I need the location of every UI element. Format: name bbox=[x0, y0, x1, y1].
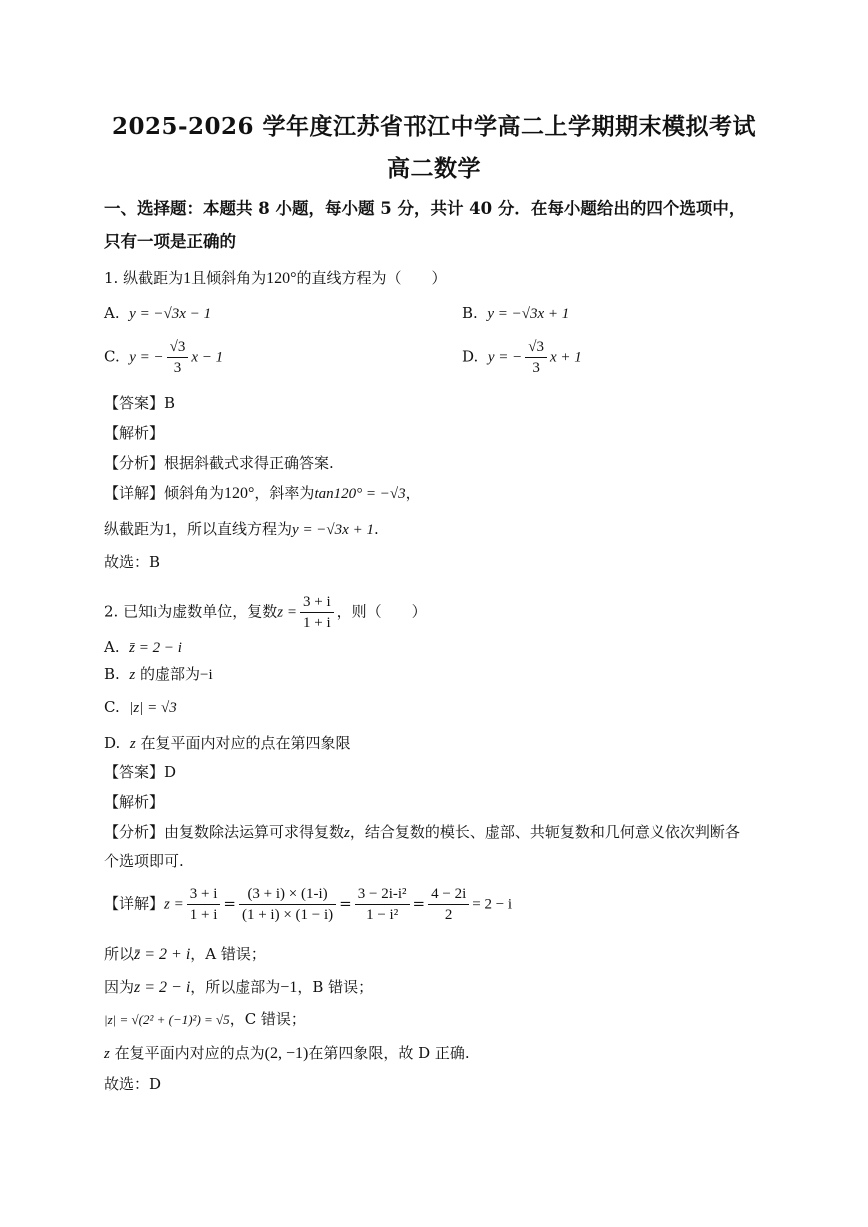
q2-stem-denominator: 1 + i bbox=[303, 615, 331, 631]
q2-line-quadrant-point: (2, −1) bbox=[264, 1045, 309, 1062]
q2-line-conj-math: z̄ = 2 + i bbox=[134, 946, 191, 963]
q1-stem bbox=[104, 268, 447, 289]
q2-option-d-z: z bbox=[129, 736, 136, 752]
q2-detail-frac-4-num: 4 − 2i bbox=[428, 884, 469, 905]
q1-stem-text-c: 的直线方程为（ ） bbox=[296, 269, 447, 287]
q1-detail-slope: tan120° = −√3 bbox=[314, 486, 406, 502]
q2-option-d bbox=[104, 733, 350, 754]
q1-option-a-label: A. bbox=[104, 304, 120, 322]
q2-option-a-label: A. bbox=[104, 638, 120, 656]
section-heading-line1: 一、选择题：本题共 8 小题，每小题 5 分，共计 40 分．在每小题给出的四个选项中， bbox=[104, 199, 746, 218]
q2-detail-frac-4-den: 2 bbox=[444, 907, 453, 923]
q2-line-imag-text-b: ，所以虚部为 bbox=[190, 978, 281, 996]
q1-option-b-label: B. bbox=[462, 304, 478, 322]
q1-option-b bbox=[462, 303, 569, 324]
q2-option-a bbox=[104, 637, 182, 658]
q1-option-a-math: y = −√3x − 1 bbox=[129, 306, 212, 322]
q1-detail-text-a: 【详解】倾斜角为 bbox=[104, 484, 225, 502]
q2-detail-frac-2-num: (3 + i) × (1-i) bbox=[239, 884, 336, 905]
q1-stem-intercept: 1 bbox=[183, 270, 192, 287]
q2-line-modulus-text: ，C 错误； bbox=[229, 1010, 306, 1028]
q1-detail2-intercept: 1 bbox=[164, 521, 173, 538]
page-title: 2025-2026 学年度江苏省邗江中学高二上学期期末模拟考试 bbox=[111, 113, 757, 140]
q2-detail-frac-3-den: 1 − i² bbox=[366, 907, 399, 923]
q1-option-c-denominator: 3 bbox=[173, 360, 182, 376]
q2-line-quadrant-text-b: 在第四象限，故 D 正确. bbox=[308, 1044, 470, 1062]
q1-option-d-denominator: 3 bbox=[532, 360, 540, 376]
q1-option-b-math: y = −√3x + 1 bbox=[487, 306, 570, 322]
q1-detail-text-c: ， bbox=[405, 484, 421, 502]
q2-option-b-value: −i bbox=[199, 667, 213, 683]
q2-option-c-label: C. bbox=[104, 698, 120, 716]
q2-stem-z: z = bbox=[277, 604, 297, 621]
q2-option-c bbox=[104, 697, 177, 718]
q1-option-c-rhs: x − 1 bbox=[191, 349, 224, 366]
q2-option-d-label: D. bbox=[104, 734, 121, 752]
q2-detail: 【详解】z = $\frac{3 + i}{1 + i}$ = $\frac{(3 + i) \times (1-i)}{(1 + i) \times (1 - i)}$ = $\frac{\text{3 − 2i-i²}}{\text{1 − i²}}$ = $\frac{4 - 2i}{2}$ = 2 − i bbox=[104, 886, 513, 923]
q2-option-d-text: 在复平面内对应的点在第四象限 bbox=[140, 734, 351, 752]
q2-fenxi-text-b: ，结合复数的模长、虚部、共轭复数和几何意义依次判断各 bbox=[349, 823, 740, 841]
q2-detail-frac-1-den: 1 + i bbox=[189, 907, 218, 923]
q2-fenxi-text-a: 【分析】由复数除法运算可求得复数 bbox=[104, 823, 345, 841]
q1-option-c-label: C. bbox=[104, 347, 120, 366]
q1-detail-angle: 120° bbox=[224, 485, 255, 502]
q2-detail-frac-1 bbox=[187, 884, 221, 925]
q2-option-a-math: z̄ = 2 − i bbox=[129, 640, 182, 656]
q1-detail2-text-a: 纵截距为 bbox=[104, 520, 165, 538]
q2-analysis-label: 【解析】 bbox=[104, 793, 165, 811]
q1-stem-text-b: 且倾斜角为 bbox=[191, 269, 267, 287]
q2-detail-z: z = bbox=[164, 896, 184, 913]
q1-detail2-equation: y = −√3x + 1 bbox=[292, 522, 374, 538]
q2-line-imag-value: −1 bbox=[280, 979, 298, 996]
q1-option-c bbox=[104, 337, 223, 378]
q1-choose: 故选：B bbox=[104, 553, 161, 571]
q2-fenxi-z: z bbox=[344, 825, 350, 841]
q2-line-quadrant-z: z bbox=[104, 1046, 110, 1062]
q2-option-b bbox=[104, 664, 213, 685]
q1-option-d bbox=[462, 337, 582, 378]
q1-detail2-text-c: . bbox=[373, 520, 379, 538]
q2-line-conj bbox=[104, 944, 266, 965]
q1-fenxi: 【分析】根据斜截式求得正确答案. bbox=[104, 454, 334, 472]
q1-option-c-numerator: √3 bbox=[167, 337, 189, 358]
q1-detail-text-b: ，斜率为 bbox=[254, 484, 315, 502]
q2-detail-frac-2 bbox=[239, 884, 336, 925]
q2-detail-frac-1-num: 3 + i bbox=[187, 884, 221, 905]
q2-line-imag bbox=[104, 977, 373, 998]
q2-line-conj-text-b: ，A 错误； bbox=[190, 945, 266, 963]
q2-option-b-text: 的虚部为 bbox=[139, 665, 200, 683]
q2-answer: 【答案】D bbox=[104, 763, 177, 781]
q1-option-c-fraction bbox=[167, 337, 189, 378]
q2-option-c-math: |z| = √3 bbox=[129, 700, 177, 716]
q2-option-b-z: z bbox=[129, 667, 136, 683]
q1-option-c-lhs: y = − bbox=[129, 349, 164, 366]
q1-detail bbox=[104, 483, 421, 504]
q2-option-b-label: B. bbox=[104, 665, 120, 683]
q1-stem-angle: 120° bbox=[266, 270, 297, 287]
q2-stem bbox=[104, 592, 427, 633]
q2-stem-text-a: 2. 已知 bbox=[104, 602, 154, 621]
q1-analysis-label: 【解析】 bbox=[104, 424, 165, 442]
q2-line-quadrant-text-a: 在复平面内对应的点为 bbox=[114, 1044, 265, 1062]
q2-detail-frac-2-den: (1 + i) × (1 − i) bbox=[241, 907, 334, 923]
q2-line-imag-text-a: 因为 bbox=[104, 978, 135, 996]
q2-line-imag-math: z = 2 − i bbox=[134, 979, 191, 996]
q1-answer: 【答案】B bbox=[104, 394, 176, 412]
q2-stem-fraction bbox=[300, 592, 334, 633]
q2-line-modulus bbox=[104, 1009, 306, 1030]
q2-choose: 故选：D bbox=[104, 1075, 162, 1093]
q2-stem-i: i bbox=[153, 604, 158, 621]
q2-stem-text-b: 为虚数单位，复数 bbox=[157, 602, 278, 621]
q1-option-d-label: D. bbox=[462, 347, 479, 366]
q1-option-d-lhs: y = − bbox=[487, 349, 523, 366]
q1-detail2-text-b: ，所以直线方程为 bbox=[172, 520, 293, 538]
q2-detail-frac-3-num: 3 − 2i-i² bbox=[355, 884, 410, 905]
q1-option-d-numerator: √3 bbox=[525, 337, 547, 358]
q2-detail-frac-4 bbox=[428, 884, 469, 925]
q1-option-d-rhs: x + 1 bbox=[549, 349, 582, 366]
q2-stem-text-c: ，则（ ） bbox=[336, 602, 427, 621]
q1-stem-text-a: 1. 纵截距为 bbox=[104, 269, 184, 287]
q1-detail-line2 bbox=[104, 519, 379, 540]
q2-line-conj-text-a: 所以 bbox=[104, 945, 135, 963]
q2-line-modulus-math: |z| = √(2² + (−1)²) = √5 bbox=[104, 1012, 230, 1027]
q2-stem-numerator: 3 + i bbox=[300, 592, 334, 613]
section-heading-line2: 只有一项是正确的 bbox=[104, 232, 236, 251]
q2-detail-result: = 2 − i bbox=[472, 896, 513, 913]
q2-detail-frac-3 bbox=[355, 884, 410, 925]
page-subtitle: 高二数学 bbox=[387, 155, 481, 182]
q2-detail-label: 【详解】 bbox=[104, 894, 165, 913]
q2-line-quadrant bbox=[104, 1043, 470, 1064]
q1-option-d-fraction bbox=[525, 337, 547, 378]
q1-option-a bbox=[104, 303, 211, 324]
q2-fenxi-line1 bbox=[104, 822, 740, 843]
q2-line-imag-text-c: ，B 错误； bbox=[297, 978, 374, 996]
q2-fenxi-line2: 个选项即可. bbox=[104, 852, 184, 870]
